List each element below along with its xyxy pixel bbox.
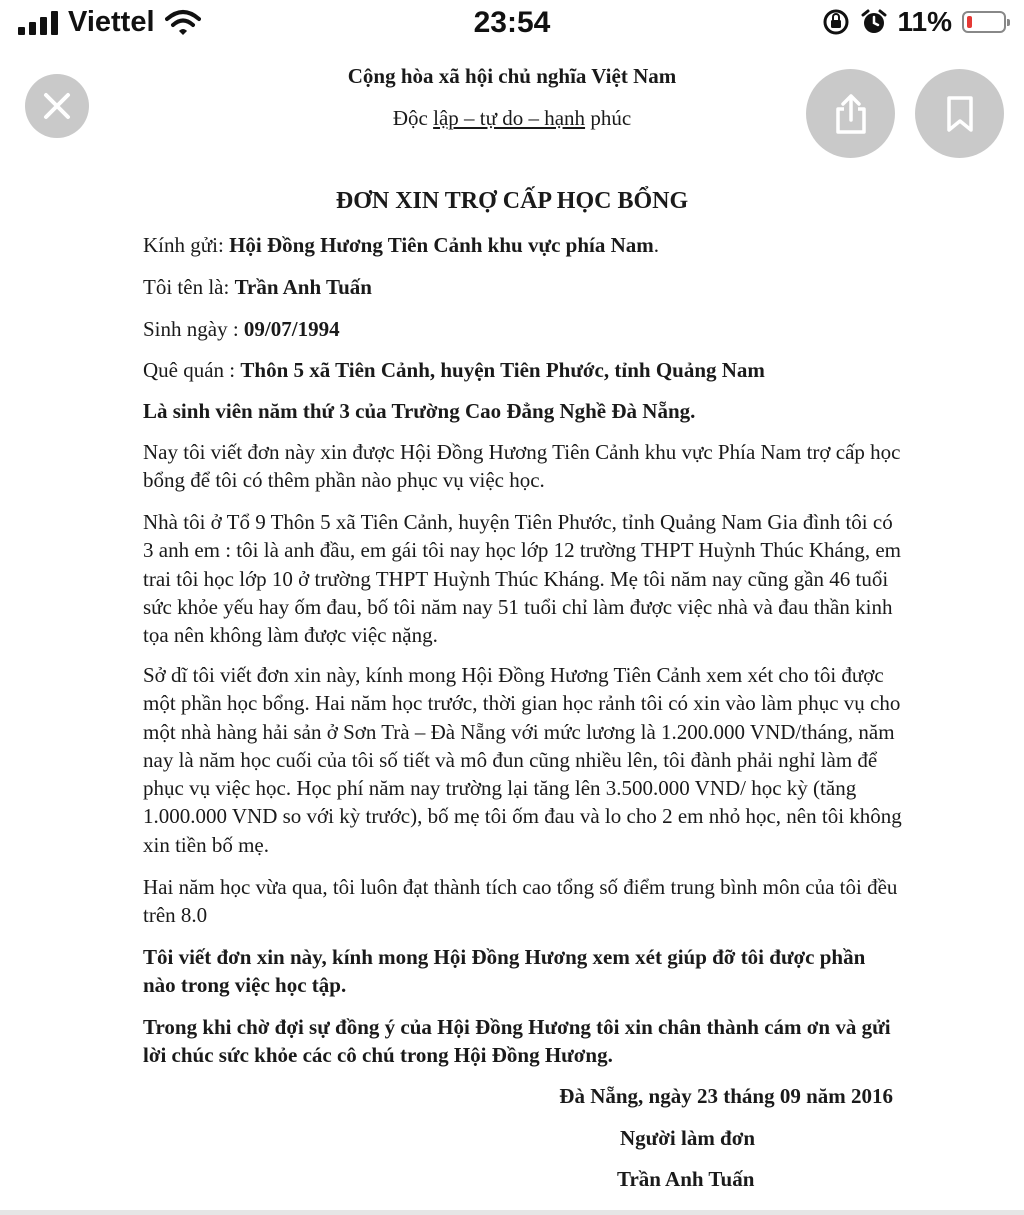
signer-name: Trần Anh Tuấn bbox=[617, 1167, 755, 1191]
name-line bbox=[143, 273, 372, 301]
hometown-line bbox=[143, 356, 765, 384]
status-time: 23:54 bbox=[473, 6, 551, 39]
dob-value: 09/07/1994 bbox=[243, 317, 340, 341]
student-line: Là sinh viên năm thứ 3 của Trường Cao Đẳng Nghề Đà Nẵng. bbox=[143, 399, 696, 423]
share-button[interactable] bbox=[806, 69, 895, 158]
alarm-icon bbox=[860, 8, 888, 36]
battery-icon bbox=[962, 11, 1006, 33]
paragraph-plea: Tôi viết đơn xin này, kính mong Hội Đồng Hương xem xét giúp đỡ tôi được phần nào trong việc học tập. bbox=[143, 945, 866, 998]
name-label: Tôi tên là: bbox=[143, 275, 235, 299]
name-value: Trần Anh Tuấn bbox=[234, 275, 372, 299]
battery-percent: 11% bbox=[897, 6, 952, 37]
page-bottom-edge bbox=[0, 1210, 1024, 1215]
motto-prefix: Độc bbox=[392, 106, 434, 130]
close-button[interactable] bbox=[25, 74, 89, 138]
place-date: Đà Nẵng, ngày 23 tháng 09 năm 2016 bbox=[559, 1084, 893, 1108]
bookmark-icon bbox=[945, 95, 975, 133]
carrier-name: Viettel bbox=[68, 6, 155, 38]
motto-suffix: phúc bbox=[585, 106, 632, 130]
status-right bbox=[822, 6, 1007, 38]
signer-label: Người làm đơn bbox=[620, 1126, 756, 1150]
dob-line bbox=[143, 315, 340, 343]
share-icon bbox=[833, 93, 869, 135]
recipient-label: Kính gửi: bbox=[143, 233, 224, 257]
dob-label: Sinh ngày : bbox=[143, 317, 244, 341]
paragraph-request: Nay tôi viết đơn này xin được Hội Đồng Hương Tiên Cảnh khu vực Phía Nam trợ cấp học bổng để tôi có thêm phần nào phục vụ việc học. bbox=[143, 440, 901, 493]
national-header: Cộng hòa xã hội chủ nghĩa Việt Nam bbox=[347, 64, 677, 88]
paragraph-thanks: Trong khi chờ đợi sự đồng ý của Hội Đồng Hương tôi xin chân thành cám ơn và gửi lời chúc sức khỏe các cô chú trong Hội Đồng Hương. bbox=[143, 1015, 891, 1068]
motto-underlined: lập – tự do – hạnh bbox=[433, 106, 586, 130]
orientation-lock-icon bbox=[822, 8, 850, 36]
paragraph-family: Nhà tôi ở Tổ 9 Thôn 5 xã Tiên Cảnh, huyện Tiên Phước, tỉnh Quảng Nam Gia đình tôi có 3 anh em : tôi là anh đầu, em gái tôi nay học lớp 12 trường THPT Huỳnh Thúc Kháng, em trai tôi học lớp 10 ở trường THPT Huỳnh Thúc Kháng. Mẹ tôi năm nay cũng gần 46 tuổi sức khỏe yếu hay ốm đau, bố tôi năm nay 51 tuổi chỉ làm được việc nhà và đau thần kinh tọa nên không làm được việc nặng. bbox=[143, 510, 901, 648]
recipient-line: Kính gửi: Hội Đồng Hương Tiên Cảnh khu vực phía Nam. bbox=[143, 233, 659, 257]
close-icon bbox=[42, 91, 72, 121]
hometown-value: Thôn 5 xã Tiên Cảnh, huyện Tiên Phước, tỉnh Quảng Nam bbox=[240, 358, 765, 382]
paragraph-achievement: Hai năm học vừa qua, tôi luôn đạt thành tích cao tổng số điểm trung bình môn của tôi đều trên 8.0 bbox=[143, 875, 898, 928]
hometown-label: Quê quán : bbox=[143, 358, 241, 382]
document-title: ĐƠN XIN TRỢ CẤP HỌC BỔNG bbox=[335, 188, 689, 214]
bookmark-button[interactable] bbox=[915, 69, 1004, 158]
status-bar bbox=[0, 0, 1024, 52]
paragraph-reason: Sở dĩ tôi viết đơn xin này, kính mong Hội Đồng Hương Tiên Cảnh xem xét cho tôi được một phần học bổng. Hai năm học trước, thời gian học rảnh tôi có xin vào làm phục vụ cho một nhà hàng hải sản ở Sơn Trà – Đà Nẵng với mức lương là 1.200.000 VND/tháng, năm nay là năm học cuối của tôi số tiết và mô đun cũng nhiều lên, tôi đành phải nghỉ làm để phục vụ việc học. Học phí năm nay trường lại tăng lên 3.500.000 VND/ học kỳ (tăng 1.000.000 VND so với kỳ trước), bố mẹ tôi ốm đau và lo cho 2 em nhỏ học, nên tôi không xin tiền bố mẹ. bbox=[143, 663, 902, 857]
recipient-value: Hội Đồng Hương Tiên Cảnh khu vực phía Nam bbox=[229, 233, 654, 257]
